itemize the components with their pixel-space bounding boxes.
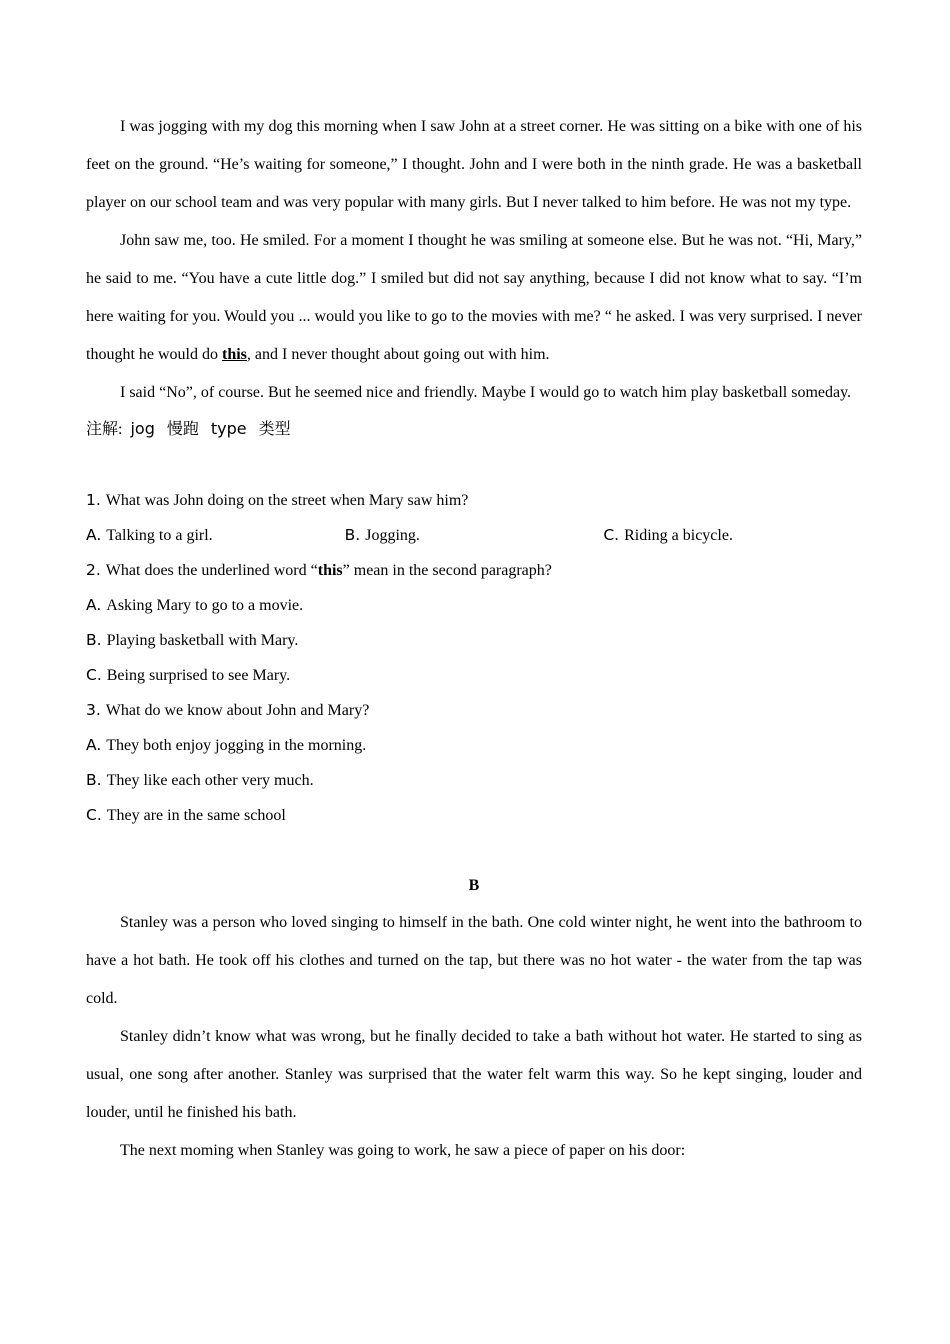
note-label: 注解: <box>86 421 123 438</box>
option-label: A. <box>86 526 102 544</box>
option-label: A. <box>86 596 102 614</box>
question-number: 2. <box>86 561 101 579</box>
passage-a <box>86 108 862 447</box>
option-text: Being surprised to see Mary. <box>106 667 291 684</box>
question-bold-word: this <box>317 562 343 579</box>
passage-a-paragraph-1: I was jogging with my dog this morning when I saw John at a street corner. He was sitting on a bike with one of his feet on the ground. “He’s waiting for someone,” I thought. John and I were both in the ninth grade. He was a basketball player on our school team and was very popular with many girls. But I never talked to him before. He was not my type. <box>86 118 862 211</box>
note-term-type: type <box>210 419 247 438</box>
option-text: Talking to a girl. <box>106 527 213 544</box>
note-meaning-type: 类型 <box>258 421 291 438</box>
question-text-after: ” mean in the second paragraph? <box>342 562 552 579</box>
option-text: They are in the same school <box>106 807 286 824</box>
option-label: A. <box>86 736 102 754</box>
paragraph-2-text-before: John saw me, too. He smiled. For a moment I thought he was smiling at someone else. But he was not. “Hi, Mary,” he said to me. “You have a cute little dog.” I smiled but did not say anything, because I did not know what to say. “I’m here waiting for you. Would you ... would you like to go to the movies with me? “ he asked. I was very surprised. I never thought he would do <box>86 232 862 363</box>
passage-b <box>86 904 862 1170</box>
section-title-b: B <box>468 877 480 894</box>
underlined-word-this: this <box>222 346 247 363</box>
question-text: What do we know about John and Mary? <box>105 702 370 719</box>
note-meaning-jog: 慢跑 <box>166 421 199 438</box>
document-page <box>86 108 862 1170</box>
question-number: 3. <box>86 701 101 719</box>
option-b[interactable] <box>86 763 862 798</box>
question-text: What was John doing on the street when Mary saw him? <box>105 492 469 509</box>
passage-a-paragraph-2 <box>86 222 862 374</box>
option-label: C. <box>603 526 620 544</box>
option-text: They both enjoy jogging in the morning. <box>106 737 367 754</box>
option-c[interactable] <box>86 658 862 693</box>
question-1 <box>86 483 862 518</box>
option-label: B. <box>344 526 361 544</box>
option-label: C. <box>86 666 102 684</box>
option-a[interactable] <box>86 728 862 763</box>
option-label: B. <box>86 631 102 649</box>
passage-b-paragraph-2: Stanley didn’t know what was wrong, but he finally decided to take a bath without hot water. He started to sing as usual, one song after another. Stanley was surprised that the water felt warm this way. So he kept singing, louder and louder, until he finished his bath. <box>86 1028 862 1121</box>
option-text: Riding a bicycle. <box>624 527 733 544</box>
vocabulary-note <box>86 412 862 447</box>
question-1-options <box>86 518 862 553</box>
option-c[interactable] <box>86 798 862 833</box>
option-a[interactable] <box>86 518 345 553</box>
passage-a-paragraph-3: I said “No”, of course. But he seemed nice and friendly. Maybe I would go to watch him play basketball someday. <box>120 384 852 401</box>
option-b[interactable] <box>345 518 604 553</box>
questions-section <box>86 483 862 833</box>
note-term-jog: jog <box>130 419 155 438</box>
question-number: 1. <box>86 491 101 509</box>
passage-b-paragraph-3: The next moming when Stanley was going to work, he saw a piece of paper on his door: <box>120 1142 686 1159</box>
question-3 <box>86 693 862 728</box>
option-a[interactable] <box>86 588 862 623</box>
option-text: Jogging. <box>365 527 420 544</box>
option-b[interactable] <box>86 623 862 658</box>
question-text-before: What does the underlined word “ <box>105 562 318 579</box>
option-text: They like each other very much. <box>106 772 314 789</box>
passage-b-paragraph-1: Stanley was a person who loved singing to himself in the bath. One cold winter night, he went into the bathroom to have a hot bath. He took off his clothes and turned on the tap, but there was no hot water - the water from the tap was cold. <box>86 914 862 1007</box>
option-text: Playing basketball with Mary. <box>106 632 299 649</box>
option-c[interactable] <box>603 518 862 553</box>
question-2 <box>86 553 862 588</box>
option-label: B. <box>86 771 102 789</box>
option-text: Asking Mary to go to a movie. <box>106 597 304 614</box>
paragraph-2-text-after: , and I never thought about going out with him. <box>246 346 550 363</box>
option-label: C. <box>86 806 102 824</box>
